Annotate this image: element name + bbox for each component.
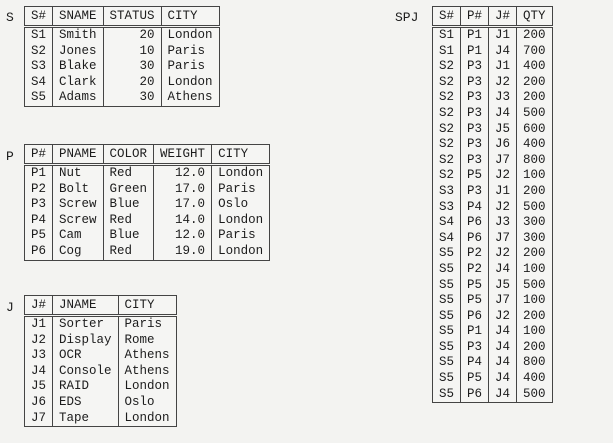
table-cell: Tape bbox=[53, 411, 119, 427]
table-row bbox=[25, 75, 220, 91]
table-cell: 17.0 bbox=[154, 197, 212, 213]
table-cell: Red bbox=[103, 165, 154, 182]
table-cell: Athens bbox=[118, 364, 176, 380]
table-cell: P3 bbox=[461, 122, 489, 138]
table-row bbox=[433, 340, 553, 356]
table-row bbox=[25, 182, 270, 198]
column-header: J# bbox=[489, 7, 517, 27]
table-cell: London bbox=[161, 75, 219, 91]
table-cell: S5 bbox=[433, 340, 461, 356]
table-cell: S5 bbox=[433, 355, 461, 371]
table-cell: S2 bbox=[25, 44, 53, 60]
table-cell: S2 bbox=[433, 122, 461, 138]
table-cell: P1 bbox=[461, 44, 489, 60]
table-cell: 400 bbox=[517, 59, 553, 75]
table-cell: 200 bbox=[517, 309, 553, 325]
table-cell: S5 bbox=[433, 246, 461, 262]
table-row bbox=[433, 184, 553, 200]
column-header: STATUS bbox=[103, 7, 161, 27]
table-cell: 10 bbox=[103, 44, 161, 60]
table-row bbox=[25, 364, 177, 380]
table-spj-grid bbox=[432, 6, 553, 403]
table-cell: 600 bbox=[517, 122, 553, 138]
table-cell: Display bbox=[53, 333, 119, 349]
background-line bbox=[0, 437, 613, 443]
table-cell: Paris bbox=[212, 182, 270, 198]
table-cell: Screw bbox=[53, 197, 104, 213]
table-cell: Athens bbox=[118, 348, 176, 364]
table-cell: S5 bbox=[25, 90, 53, 106]
table-cell: J4 bbox=[489, 387, 517, 403]
table-cell: 200 bbox=[517, 246, 553, 262]
table-row bbox=[25, 411, 177, 427]
table-cell: 400 bbox=[517, 371, 553, 387]
table-cell: J3 bbox=[489, 90, 517, 106]
table-cell: Nut bbox=[53, 165, 104, 182]
table-cell: P2 bbox=[25, 182, 53, 198]
table-row bbox=[433, 153, 553, 169]
table-cell: London bbox=[118, 379, 176, 395]
table-s-grid bbox=[24, 6, 220, 107]
table-cell: P5 bbox=[461, 278, 489, 294]
table-cell: 20 bbox=[103, 75, 161, 91]
table-cell: 30 bbox=[103, 90, 161, 106]
table-cell: J2 bbox=[489, 200, 517, 216]
table-row bbox=[25, 165, 270, 182]
table-cell: J7 bbox=[489, 153, 517, 169]
table-cell: Rome bbox=[118, 333, 176, 349]
table-row bbox=[433, 215, 553, 231]
table-cell: Athens bbox=[161, 90, 219, 106]
table-row bbox=[25, 44, 220, 60]
table-cell: P3 bbox=[25, 197, 53, 213]
table-cell: J2 bbox=[489, 309, 517, 325]
table-row bbox=[433, 324, 553, 340]
table-header-row bbox=[25, 7, 220, 27]
table-row bbox=[25, 197, 270, 213]
table-cell: S5 bbox=[433, 309, 461, 325]
table-row bbox=[25, 244, 270, 260]
table-cell: J7 bbox=[489, 231, 517, 247]
table-cell: J1 bbox=[489, 184, 517, 200]
table-cell: S2 bbox=[433, 75, 461, 91]
column-header: P# bbox=[461, 7, 489, 27]
table-cell: S4 bbox=[433, 231, 461, 247]
table-cell: Paris bbox=[212, 228, 270, 244]
table-cell: 500 bbox=[517, 387, 553, 403]
table-row bbox=[433, 278, 553, 294]
table-cell: S3 bbox=[433, 200, 461, 216]
table-cell: J4 bbox=[489, 324, 517, 340]
table-row bbox=[25, 27, 220, 44]
table-row bbox=[433, 168, 553, 184]
table-cell: S4 bbox=[25, 75, 53, 91]
table-cell: J2 bbox=[489, 246, 517, 262]
table-row bbox=[25, 379, 177, 395]
table-p-name: P bbox=[6, 149, 14, 164]
table-cell: London bbox=[161, 27, 219, 44]
table-cell: P3 bbox=[461, 59, 489, 75]
table-row bbox=[433, 231, 553, 247]
table-cell: J5 bbox=[25, 379, 53, 395]
table-cell: EDS bbox=[53, 395, 119, 411]
table-cell: London bbox=[212, 244, 270, 260]
table-cell: Screw bbox=[53, 213, 104, 229]
table-row bbox=[25, 348, 177, 364]
table-cell: Paris bbox=[118, 316, 176, 333]
table-row bbox=[25, 316, 177, 333]
table-cell: P3 bbox=[461, 184, 489, 200]
table-j bbox=[24, 295, 177, 427]
table-cell: P6 bbox=[461, 231, 489, 247]
table-row bbox=[433, 293, 553, 309]
table-cell: P6 bbox=[461, 387, 489, 403]
table-cell: P1 bbox=[25, 165, 53, 182]
table-cell: P2 bbox=[461, 246, 489, 262]
table-cell: Smith bbox=[53, 27, 104, 44]
table-cell: J3 bbox=[25, 348, 53, 364]
table-cell: Sorter bbox=[53, 316, 119, 333]
column-header: S# bbox=[433, 7, 461, 27]
table-cell: J4 bbox=[489, 340, 517, 356]
table-cell: P5 bbox=[461, 371, 489, 387]
table-cell: P3 bbox=[461, 106, 489, 122]
table-cell: S5 bbox=[433, 293, 461, 309]
table-cell: P6 bbox=[25, 244, 53, 260]
table-cell: 100 bbox=[517, 293, 553, 309]
table-row bbox=[433, 106, 553, 122]
table-cell: P4 bbox=[461, 200, 489, 216]
table-cell: Cog bbox=[53, 244, 104, 260]
table-cell: 19.0 bbox=[154, 244, 212, 260]
table-cell: J5 bbox=[489, 278, 517, 294]
table-cell: S1 bbox=[433, 44, 461, 60]
table-cell: P6 bbox=[461, 215, 489, 231]
table-cell: S1 bbox=[25, 27, 53, 44]
table-cell: 20 bbox=[103, 27, 161, 44]
table-spj-name: SPJ bbox=[395, 10, 419, 25]
table-cell: London bbox=[212, 213, 270, 229]
column-header: S# bbox=[25, 7, 53, 27]
table-cell: J3 bbox=[489, 215, 517, 231]
table-cell: S2 bbox=[433, 106, 461, 122]
table-cell: Oslo bbox=[118, 395, 176, 411]
table-cell: P4 bbox=[25, 213, 53, 229]
table-cell: P2 bbox=[461, 262, 489, 278]
table-cell: J6 bbox=[25, 395, 53, 411]
table-cell: S2 bbox=[433, 137, 461, 153]
column-header: QTY bbox=[517, 7, 553, 27]
table-cell: J4 bbox=[489, 262, 517, 278]
table-row bbox=[433, 122, 553, 138]
table-row bbox=[433, 387, 553, 403]
table-cell: Green bbox=[103, 182, 154, 198]
table-cell: London bbox=[212, 165, 270, 182]
table-cell: 300 bbox=[517, 231, 553, 247]
table-spj bbox=[432, 6, 553, 403]
table-p-grid bbox=[24, 144, 270, 261]
table-cell: 30 bbox=[103, 59, 161, 75]
table-cell: 300 bbox=[517, 215, 553, 231]
table-row bbox=[433, 355, 553, 371]
table-row bbox=[433, 309, 553, 325]
column-header: SNAME bbox=[53, 7, 104, 27]
column-header: JNAME bbox=[53, 296, 119, 316]
table-cell: Blue bbox=[103, 228, 154, 244]
table-cell: S5 bbox=[433, 324, 461, 340]
table-cell: J2 bbox=[25, 333, 53, 349]
table-cell: S2 bbox=[433, 90, 461, 106]
table-cell: S2 bbox=[433, 168, 461, 184]
table-cell: London bbox=[118, 411, 176, 427]
table-cell: J1 bbox=[489, 27, 517, 44]
table-cell: S3 bbox=[433, 184, 461, 200]
table-cell: J4 bbox=[489, 371, 517, 387]
column-header: P# bbox=[25, 145, 53, 165]
table-cell: S2 bbox=[433, 59, 461, 75]
table-row bbox=[25, 59, 220, 75]
table-cell: J1 bbox=[489, 59, 517, 75]
table-cell: RAID bbox=[53, 379, 119, 395]
table-cell: 500 bbox=[517, 278, 553, 294]
table-cell: S1 bbox=[433, 27, 461, 44]
table-cell: J6 bbox=[489, 137, 517, 153]
table-cell: Cam bbox=[53, 228, 104, 244]
table-row bbox=[25, 333, 177, 349]
table-cell: S2 bbox=[433, 153, 461, 169]
table-row bbox=[433, 262, 553, 278]
table-cell: 100 bbox=[517, 262, 553, 278]
table-cell: P5 bbox=[461, 168, 489, 184]
column-header: PNAME bbox=[53, 145, 104, 165]
table-cell: P3 bbox=[461, 153, 489, 169]
table-cell: 17.0 bbox=[154, 182, 212, 198]
table-cell: Blake bbox=[53, 59, 104, 75]
table-cell: J2 bbox=[489, 75, 517, 91]
table-row bbox=[25, 395, 177, 411]
table-cell: 14.0 bbox=[154, 213, 212, 229]
table-cell: P3 bbox=[461, 75, 489, 91]
table-p bbox=[24, 144, 270, 261]
table-cell: 12.0 bbox=[154, 228, 212, 244]
table-cell: 200 bbox=[517, 184, 553, 200]
table-cell: P5 bbox=[25, 228, 53, 244]
table-cell: 800 bbox=[517, 153, 553, 169]
table-header-row bbox=[433, 7, 553, 27]
table-cell: 200 bbox=[517, 27, 553, 44]
table-cell: P4 bbox=[461, 355, 489, 371]
table-cell: Console bbox=[53, 364, 119, 380]
column-header: WEIGHT bbox=[154, 145, 212, 165]
table-header-row bbox=[25, 145, 270, 165]
table-cell: Paris bbox=[161, 59, 219, 75]
table-cell: Bolt bbox=[53, 182, 104, 198]
table-cell: P1 bbox=[461, 27, 489, 44]
table-cell: P3 bbox=[461, 137, 489, 153]
table-cell: J4 bbox=[489, 355, 517, 371]
column-header: CITY bbox=[118, 296, 176, 316]
table-cell: J4 bbox=[25, 364, 53, 380]
table-j-name: J bbox=[6, 300, 14, 315]
column-header: COLOR bbox=[103, 145, 154, 165]
table-cell: Blue bbox=[103, 197, 154, 213]
table-cell: Clark bbox=[53, 75, 104, 91]
table-s-name: S bbox=[6, 10, 14, 25]
table-row bbox=[433, 200, 553, 216]
column-header: CITY bbox=[161, 7, 219, 27]
table-cell: 200 bbox=[517, 340, 553, 356]
table-cell: S4 bbox=[433, 215, 461, 231]
table-cell: 400 bbox=[517, 137, 553, 153]
table-row bbox=[433, 246, 553, 262]
table-cell: 12.0 bbox=[154, 165, 212, 182]
table-row bbox=[25, 90, 220, 106]
table-row bbox=[433, 75, 553, 91]
table-j-grid bbox=[24, 295, 177, 427]
table-cell: Red bbox=[103, 213, 154, 229]
table-row bbox=[25, 228, 270, 244]
table-row bbox=[433, 27, 553, 44]
table-cell: J5 bbox=[489, 122, 517, 138]
table-cell: Oslo bbox=[212, 197, 270, 213]
table-cell: 800 bbox=[517, 355, 553, 371]
table-cell: S5 bbox=[433, 371, 461, 387]
table-cell: P6 bbox=[461, 309, 489, 325]
table-cell: Red bbox=[103, 244, 154, 260]
table-cell: 200 bbox=[517, 75, 553, 91]
table-cell: S5 bbox=[433, 387, 461, 403]
table-cell: S3 bbox=[25, 59, 53, 75]
table-cell: J4 bbox=[489, 106, 517, 122]
table-cell: J7 bbox=[489, 293, 517, 309]
table-row bbox=[433, 59, 553, 75]
table-row bbox=[433, 44, 553, 60]
table-cell: S5 bbox=[433, 278, 461, 294]
table-cell: Adams bbox=[53, 90, 104, 106]
table-header-row bbox=[25, 296, 177, 316]
table-cell: 100 bbox=[517, 168, 553, 184]
table-cell: 100 bbox=[517, 324, 553, 340]
table-cell: J1 bbox=[25, 316, 53, 333]
column-header: CITY bbox=[212, 145, 270, 165]
table-cell: J2 bbox=[489, 168, 517, 184]
table-cell: S5 bbox=[433, 262, 461, 278]
table-row bbox=[433, 371, 553, 387]
table-cell: Jones bbox=[53, 44, 104, 60]
table-cell: J7 bbox=[25, 411, 53, 427]
table-cell: Paris bbox=[161, 44, 219, 60]
table-cell: OCR bbox=[53, 348, 119, 364]
table-row bbox=[25, 213, 270, 229]
table-s bbox=[24, 6, 220, 107]
table-cell: P3 bbox=[461, 340, 489, 356]
table-cell: 200 bbox=[517, 90, 553, 106]
table-cell: 500 bbox=[517, 106, 553, 122]
table-cell: 500 bbox=[517, 200, 553, 216]
column-header: J# bbox=[25, 296, 53, 316]
table-cell: P3 bbox=[461, 90, 489, 106]
table-cell: P5 bbox=[461, 293, 489, 309]
table-row bbox=[433, 137, 553, 153]
table-cell: J4 bbox=[489, 44, 517, 60]
table-row bbox=[433, 90, 553, 106]
table-cell: 700 bbox=[517, 44, 553, 60]
table-cell: P1 bbox=[461, 324, 489, 340]
